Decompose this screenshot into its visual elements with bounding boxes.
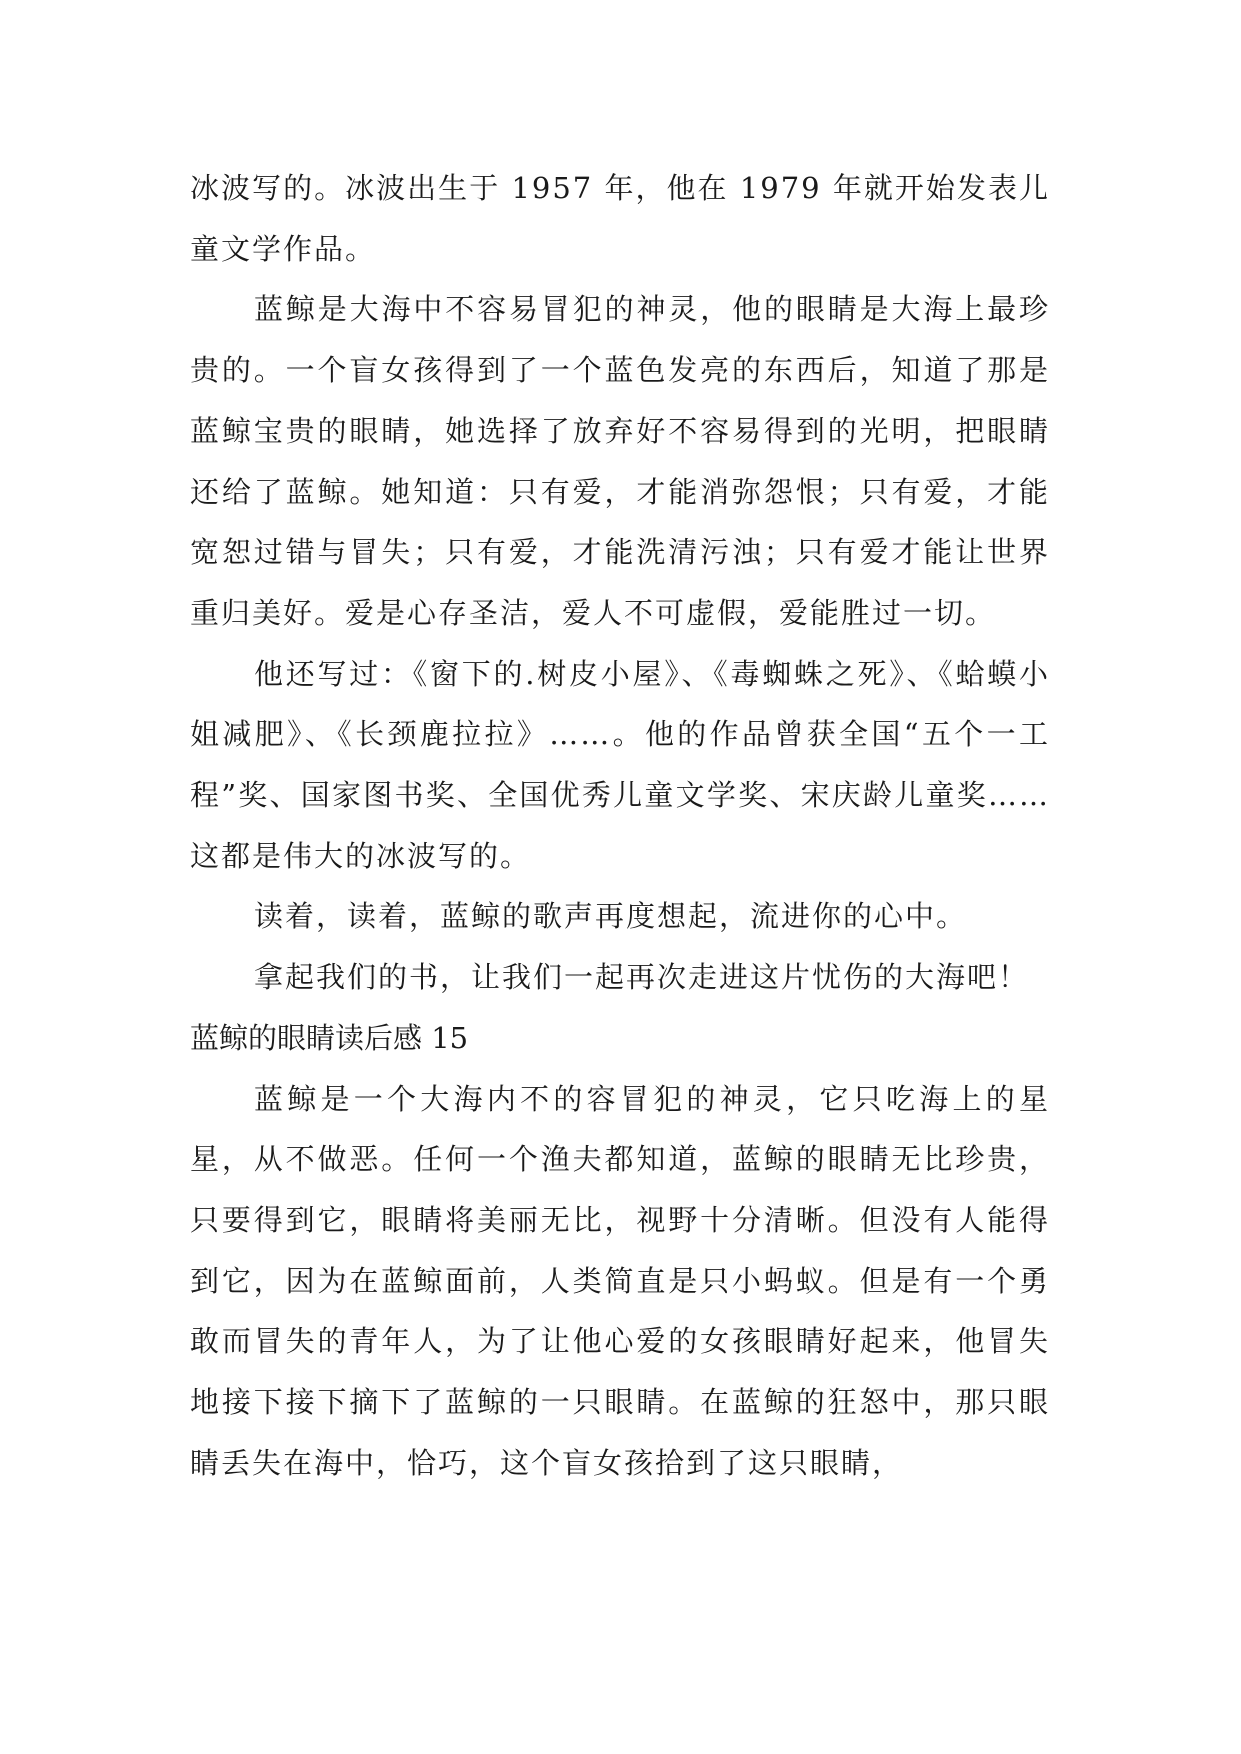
paragraph-reading: 读着，读着，蓝鲸的歌声再度想起，流进你的心中。	[254, 899, 968, 934]
paragraph-blue-whale-summary: 蓝鲸是大海中不容易冒犯的神灵，他的眼睛是大海上最珍贵的。一个盲女孩得到了一个蓝色发亮的东西后，知道了那是蓝鲸宝贵的眼睛，她选择了放弃好不容易得到的光明，把眼睛还给了蓝鲸。她知道：只有爱，才能消弥怨恨；只有爱，才能宽恕过错与冒失；只有爱，才能洗清污浊；只有爱才能让世界重归美好。爱是心存圣洁，爱人不可虚假，爱能胜过一切。	[190, 292, 1050, 630]
document-body	[190, 158, 1050, 1493]
paragraph-other-works: 他还写过：《窗下的.树皮小屋》、《毒蜘蛛之死》、《蛤蟆小姐减肥》、《长颈鹿拉拉》……。他的作品曾获全国“五个一工程”奖、国家图书奖、全国优秀儿童文学奖、宋庆龄儿童奖……这都是伟大的冰波写的。	[190, 656, 1050, 873]
paragraph-section-15-body: 蓝鲸是一个大海内不的容冒犯的神灵，它只吃海上的星星，从不做恶。任何一个渔夫都知道，蓝鲸的眼睛无比珍贵，只要得到它，眼睛将美丽无比，视野十分清晰。但没有人能得到它，因为在蓝鲸面前，人类简直是只小蚂蚁。但是有一个勇敢而冒失的青年人，为了让他心爱的女孩眼睛好起来，他冒失地接下接下摘下了蓝鲸的一只眼睛。在蓝鲸的狂怒中，那只眼睛丢失在海中，恰巧，这个盲女孩拾到了这只眼睛，	[190, 1081, 1050, 1480]
paragraph-closing: 拿起我们的书，让我们一起再次走进这片忧伤的大海吧！	[254, 960, 1030, 995]
section-heading: 蓝鲸的眼睛读后感 15	[190, 1020, 469, 1055]
paragraph-author-intro: 冰波写的。冰波出生于 1957 年，他在 1979 年就开始发表儿童文学作品。	[190, 171, 1050, 266]
